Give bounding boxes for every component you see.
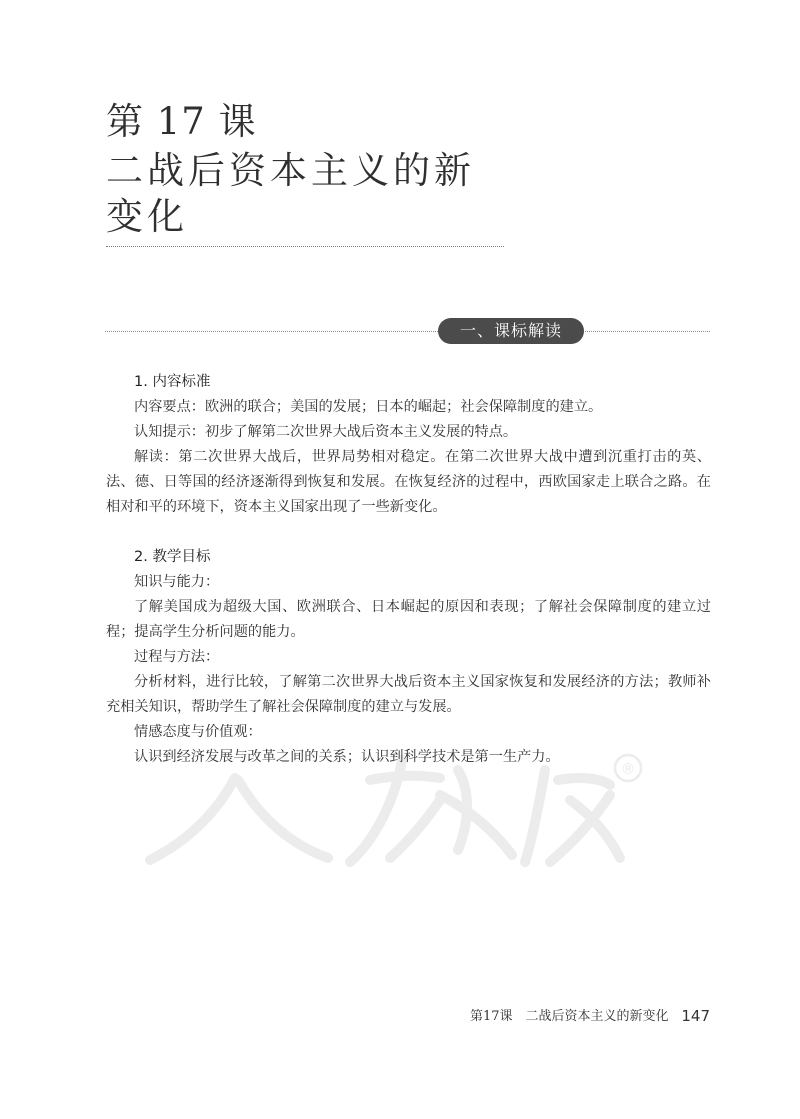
section-dotted-rule (105, 331, 710, 332)
interpretation-paragraph: 解读：第二次世界大战后，世界局势相对稳定。在第二次世界大战中遭到沉重打击的英、法、德、日等国的经济逐渐得到恢复和发展。在恢复经济的过程中，西欧国家走上联合之路。在相对和平的环境下，资本主义国家出现了一些新变化。 (106, 449, 711, 515)
lesson-header (106, 100, 506, 247)
teaching-goals-heading: 2. 教学目标 (134, 549, 211, 565)
page-number: 147 (681, 1007, 710, 1025)
process-label: 过程与方法： (134, 649, 220, 665)
watermark-registered-mark: ® (620, 760, 636, 778)
emotion-text: 认识到经济发展与改革之间的关系；认识到科学技术是第一生产力。 (134, 749, 560, 765)
lesson-content (106, 370, 711, 770)
title-divider (106, 246, 504, 247)
section-title: 一、课标解读 (438, 318, 584, 344)
page-footer (470, 1006, 710, 1028)
lesson-title: 二战后资本主义的新变化 (106, 149, 475, 238)
process-text: 分析材料，进行比较，了解第二次世界大战后资本主义国家恢复和发展经济的方法；教师补充相关知识，帮助学生了解社会保障制度的建立与发展。 (106, 674, 711, 715)
knowledge-text: 了解美国成为超级大国、欧洲联合、日本崛起的原因和表现；了解社会保障制度的建立过程；提高学生分析问题的能力。 (106, 599, 711, 640)
emotion-label: 情感态度与价值观： (134, 724, 262, 740)
section-header-bar (105, 318, 710, 344)
running-title: 第17课 二战后资本主义的新变化 (470, 1009, 669, 1024)
content-standard-heading: 1. 内容标准 (134, 374, 211, 390)
section-spacer (106, 520, 711, 545)
content-points: 内容要点：欧洲的联合；美国的发展；日本的崛起；社会保障制度的建立。 (134, 399, 603, 415)
lesson-number: 第 17 课 (106, 100, 257, 143)
knowledge-label: 知识与能力： (134, 574, 220, 590)
cognitive-hint: 认知提示：初步了解第二次世界大战后资本主义发展的特点。 (134, 424, 518, 440)
